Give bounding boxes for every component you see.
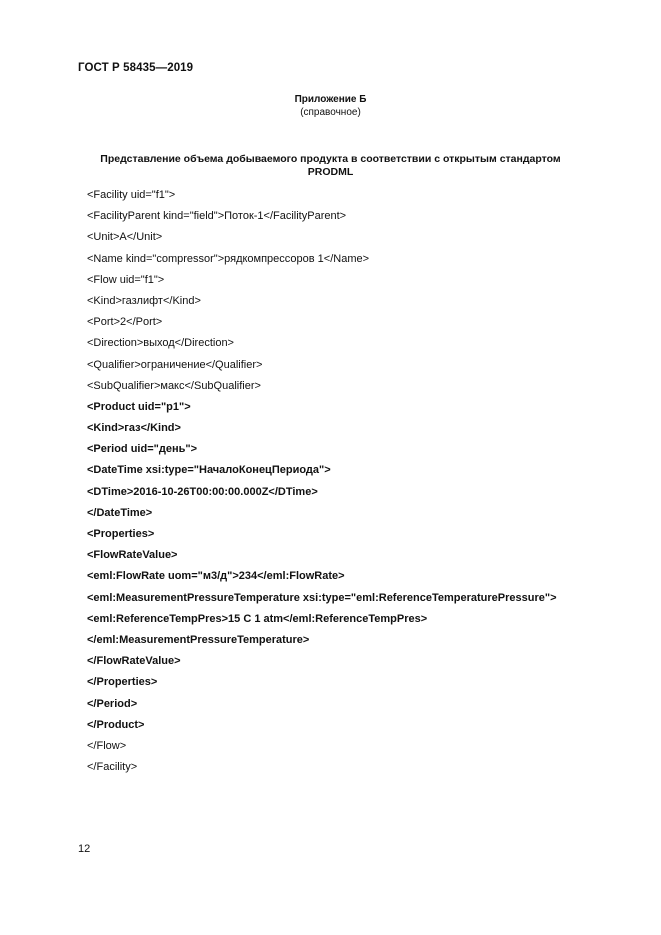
code-line: </Flow> [87, 739, 127, 752]
code-line: <Kind>газлифт</Kind> [87, 294, 201, 307]
code-line: <Properties> [87, 528, 155, 540]
code-line: <Port>2</Port> [87, 316, 163, 329]
code-line: </Product> [87, 718, 145, 731]
section-heading-line-2: PRODML [307, 166, 354, 178]
code-line: <Qualifier>ограничение</Qualifier> [87, 358, 263, 371]
code-line: <Product uid="p1"> [87, 400, 191, 413]
code-line: <eml:ReferenceTempPres>15 C 1 atm</eml:ReferenceTempPres> [87, 612, 428, 625]
code-line: <eml:MeasurementPressureTemperature xsi:type="eml:ReferenceTemperaturePressure"> [87, 591, 557, 604]
code-line: <SubQualifier>макс</SubQualifier> [87, 379, 261, 392]
section-heading [0, 153, 661, 179]
code-line: </DateTime> [87, 506, 153, 519]
appendix-title: Приложение Б [294, 94, 367, 105]
code-line: </Period> [87, 697, 138, 710]
code-line: </Facility> [87, 761, 138, 774]
code-line: <Name kind="compressor">рядкомпрессоров 1</Name> [87, 252, 370, 265]
appendix-type: (справочное) [300, 107, 361, 118]
code-line: </Properties> [87, 676, 158, 689]
xml-code-listing [87, 188, 557, 781]
page-number: 12 [78, 843, 91, 855]
code-line: <Flow uid="f1"> [87, 273, 165, 286]
code-line: </FlowRateValue> [87, 655, 181, 668]
code-line: <Kind>газ</Kind> [87, 422, 181, 435]
standard-header: ГОСТ Р 58435—2019 [78, 62, 194, 74]
section-heading-line-1: Представление объема добываемого продукта в соответствии с открытым стандартом [100, 153, 561, 165]
code-line: <Direction>выход</Direction> [87, 337, 234, 350]
code-line: <FlowRateValue> [87, 549, 178, 562]
code-line: <Period uid="день"> [87, 443, 197, 456]
code-line: <DateTime xsi:type="НачалоКонецПериода"> [87, 464, 331, 477]
code-line: <Unit>A</Unit> [87, 231, 163, 244]
code-line: <eml:FlowRate uom="м3/д">234</eml:FlowRate> [87, 570, 345, 583]
appendix-block [0, 93, 661, 119]
code-line: <DTime>2016-10-26T00:00:00.000Z</DTime> [87, 485, 318, 498]
code-line: </eml:MeasurementPressureTemperature> [87, 633, 310, 646]
code-line: <FacilityParent kind="field">Поток-1</FacilityParent> [87, 210, 347, 223]
code-line: <Facility uid="f1"> [87, 189, 176, 201]
